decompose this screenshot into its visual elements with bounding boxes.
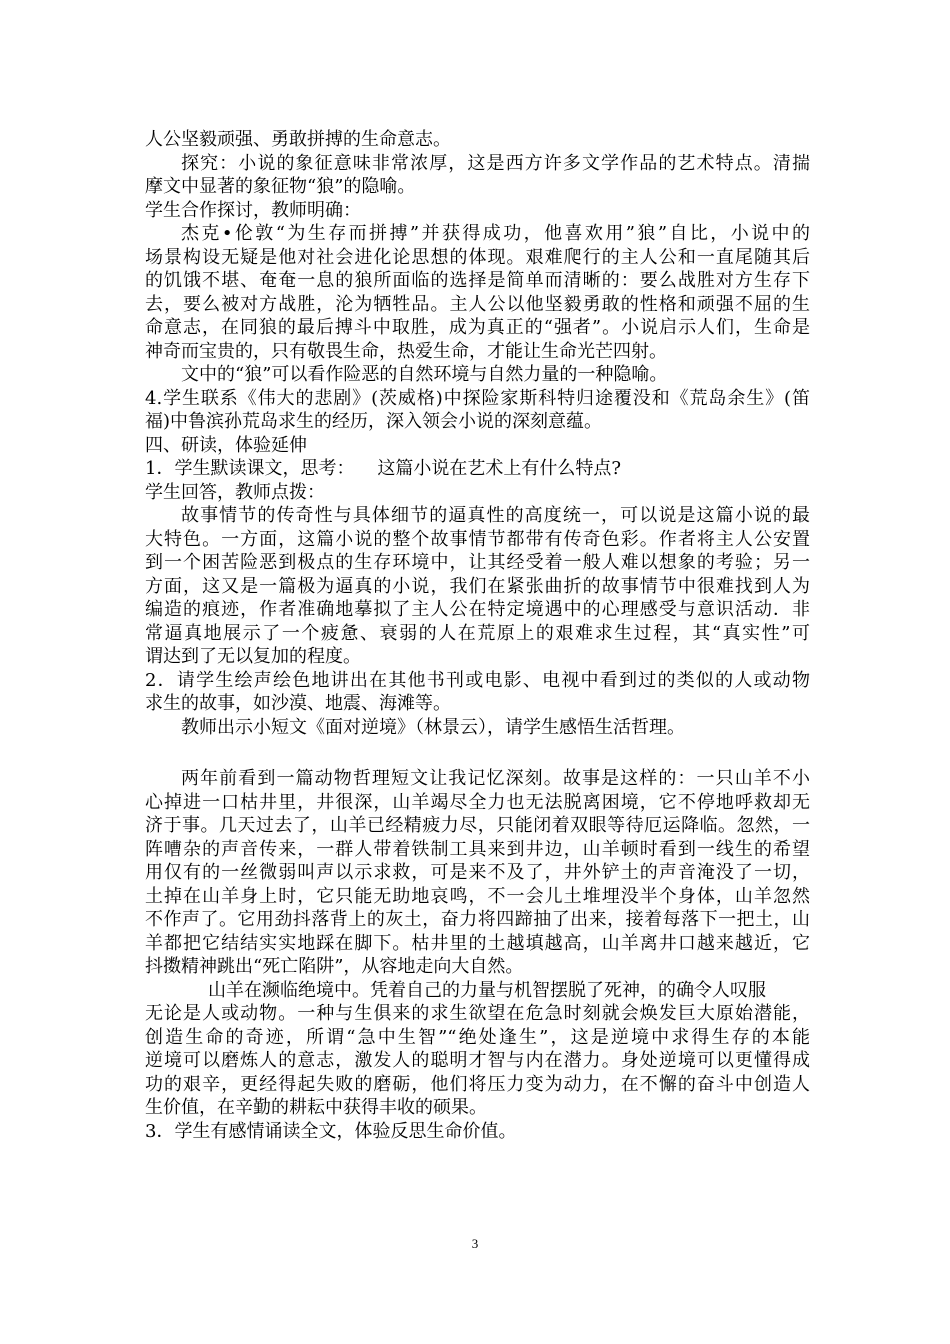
text-line: 摩文中显著的象征物“狼”的隐喻。 [145,176,416,197]
text-line: 山羊在濒临绝境中。凭着自己的力量与机智摆脱了死神，的确令人叹服 [208,979,766,1001]
text-line: 土掉在山羊身上时，它只能无助地哀鸣，不一会儿土堆埋没半个身体，山羊忽然 [145,885,810,907]
text-line: 济于事。几天过去了，山羊已经精疲力尽，只能闭着双眼等待厄运降临。忽然，一 [145,815,810,836]
text-line: 不作声了。它用劲抖落背上的灰土，奋力将四蹄抽了出来，接着每落下一把土，山 [145,909,810,930]
text-line: 探究：小说的象征意味非常浓厚，这是西方许多文学作品的艺术特点。清揣 [181,152,810,174]
text-line: 编造的痕迹，作者准确地摹拟了主人公在特定境遇中的心理感受与意识活动．非 [145,599,810,620]
text-line: 两年前看到一篇动物哲理短文让我记忆深刻。故事是这样的：一只山羊不小 [181,768,810,789]
text-line: 心掉进一口枯井里，井很深，山羊竭尽全力也无法脱离困境，它不停地呼救却无 [145,791,810,813]
text-line: 常逼真地展示了一个疲惫、衰弱的人在荒原上的艰难求生过程，其“真实性”可 [145,622,810,644]
text-line: 文中的“狼”可以看作险恶的自然环境与自然力量的一种隐喻。 [181,364,668,385]
text-line: 人公坚毅顽强、勇敢拼搏的生命意志。 [145,129,451,150]
text-line: 功的艰辛，更经得起失败的磨砺，他们将压力变为动力，在不懈的奋斗中创造人 [145,1073,810,1095]
page-number: 3 [471,1236,479,1251]
text-line: 谓达到了无以复加的程度。 [145,646,361,667]
text-line: 大特色。一方面，这篇小说的整个故事情节都带有传奇色彩。作者将主人公安置 [145,528,810,550]
text-line: 学生回答，教师点拨： [145,481,325,503]
paragraph-gap [145,739,810,767]
text-line: 创造生命的奇迹，所谓“急中生智”“绝处逢生”，这是逆境中求得生存的本能 [145,1026,810,1048]
text-line: 四、研读，体验延伸 [145,434,307,456]
text-line: 抖擞精神跳出“死亡陷阱”，从容地走向大自然。 [145,956,524,977]
text-line: 杰克•伦敦“为生存而拼搏”并获得成功，他喜欢用”狼”自比，小说中的 [181,223,810,244]
text-line: 去，要么被对方战胜，沦为牺牲品。主人公以他坚毅勇敢的性格和顽强不屈的生 [145,293,810,315]
text-line: 教师出示小短文《面对逆境》（林景云），请学生感悟生活哲理。 [181,716,685,738]
text-line: 故事情节的传奇性与具体细节的逼真性的高度统一，可以说是这篇小说的最 [181,505,810,526]
text-line: 1．学生默读课文，思考： 这篇小说在艺术上有什么特点? [145,458,621,479]
text-line: 逆境可以磨炼人的意志，激发人的聪明才智与内在潜力。身处逆境可以更懂得成 [145,1050,810,1071]
text-line: 羊都把它结结实实地踩在脚下。枯井里的土越填越高，山羊离井口越来越近，它 [145,932,810,954]
text-line: 3．学生有感情诵读全文，体验反思生命价值。 [145,1120,517,1142]
text-line: 的饥饿不堪、奄奄一息的狼所面临的选择是简单而清晰的：要么战胜对方生存下 [145,270,810,291]
text-line: 4.学生联系《伟大的悲剧》(茨威格)中探险家斯科特归途覆没和《荒岛余生》(笛 [145,387,810,409]
text-line: 学生合作探讨，教师明确： [145,199,361,221]
text-line: 到一个困苦险恶到极点的生存环境中，让其经受着一般人难以想象的考验；另一 [145,552,810,573]
document-body [145,128,810,1143]
text-line: 福)中鲁滨孙荒岛求生的经历，深入领会小说的深刻意蕴。 [145,411,603,432]
text-line: 求生的故事，如沙漠、地震、海滩等。 [145,693,451,714]
text-line: 场景构设无疑是他对社会进化论思想的体现。艰难爬行的主人公和一直尾随其后 [145,246,810,268]
text-line: 命意志，在同狼的最后搏斗中取胜，成为真正的“强者”。小说启示人们，生命是 [145,317,810,338]
text-line: 生价值，在辛勤的耕耘中获得丰收的硕果。 [145,1097,487,1118]
text-line: 2．请学生绘声绘色地讲出在其他书刊或电影、电视中看到过的类似的人或动物 [145,669,810,691]
text-line: 用仅有的一丝微弱叫声以示求救，可是来不及了，井外铲土的声音淹没了一切， [145,862,810,883]
text-line: 无论是人或动物。一种与生俱来的求生欲望在危急时刻就会焕发巨大原始潜能， [145,1003,810,1024]
text-line: 阵嘈杂的声音传来，一群人带着铁制工具来到井边，山羊顿时看到一线生的希望 [145,838,810,860]
text-line: 神奇而宝贵的，只有敬畏生命，热爱生命，才能让生命光芒四射。 [145,340,667,362]
text-line: 方面，这又是一篇极为逼真的小说，我们在紧张曲折的故事情节中很难找到人为 [145,575,810,597]
